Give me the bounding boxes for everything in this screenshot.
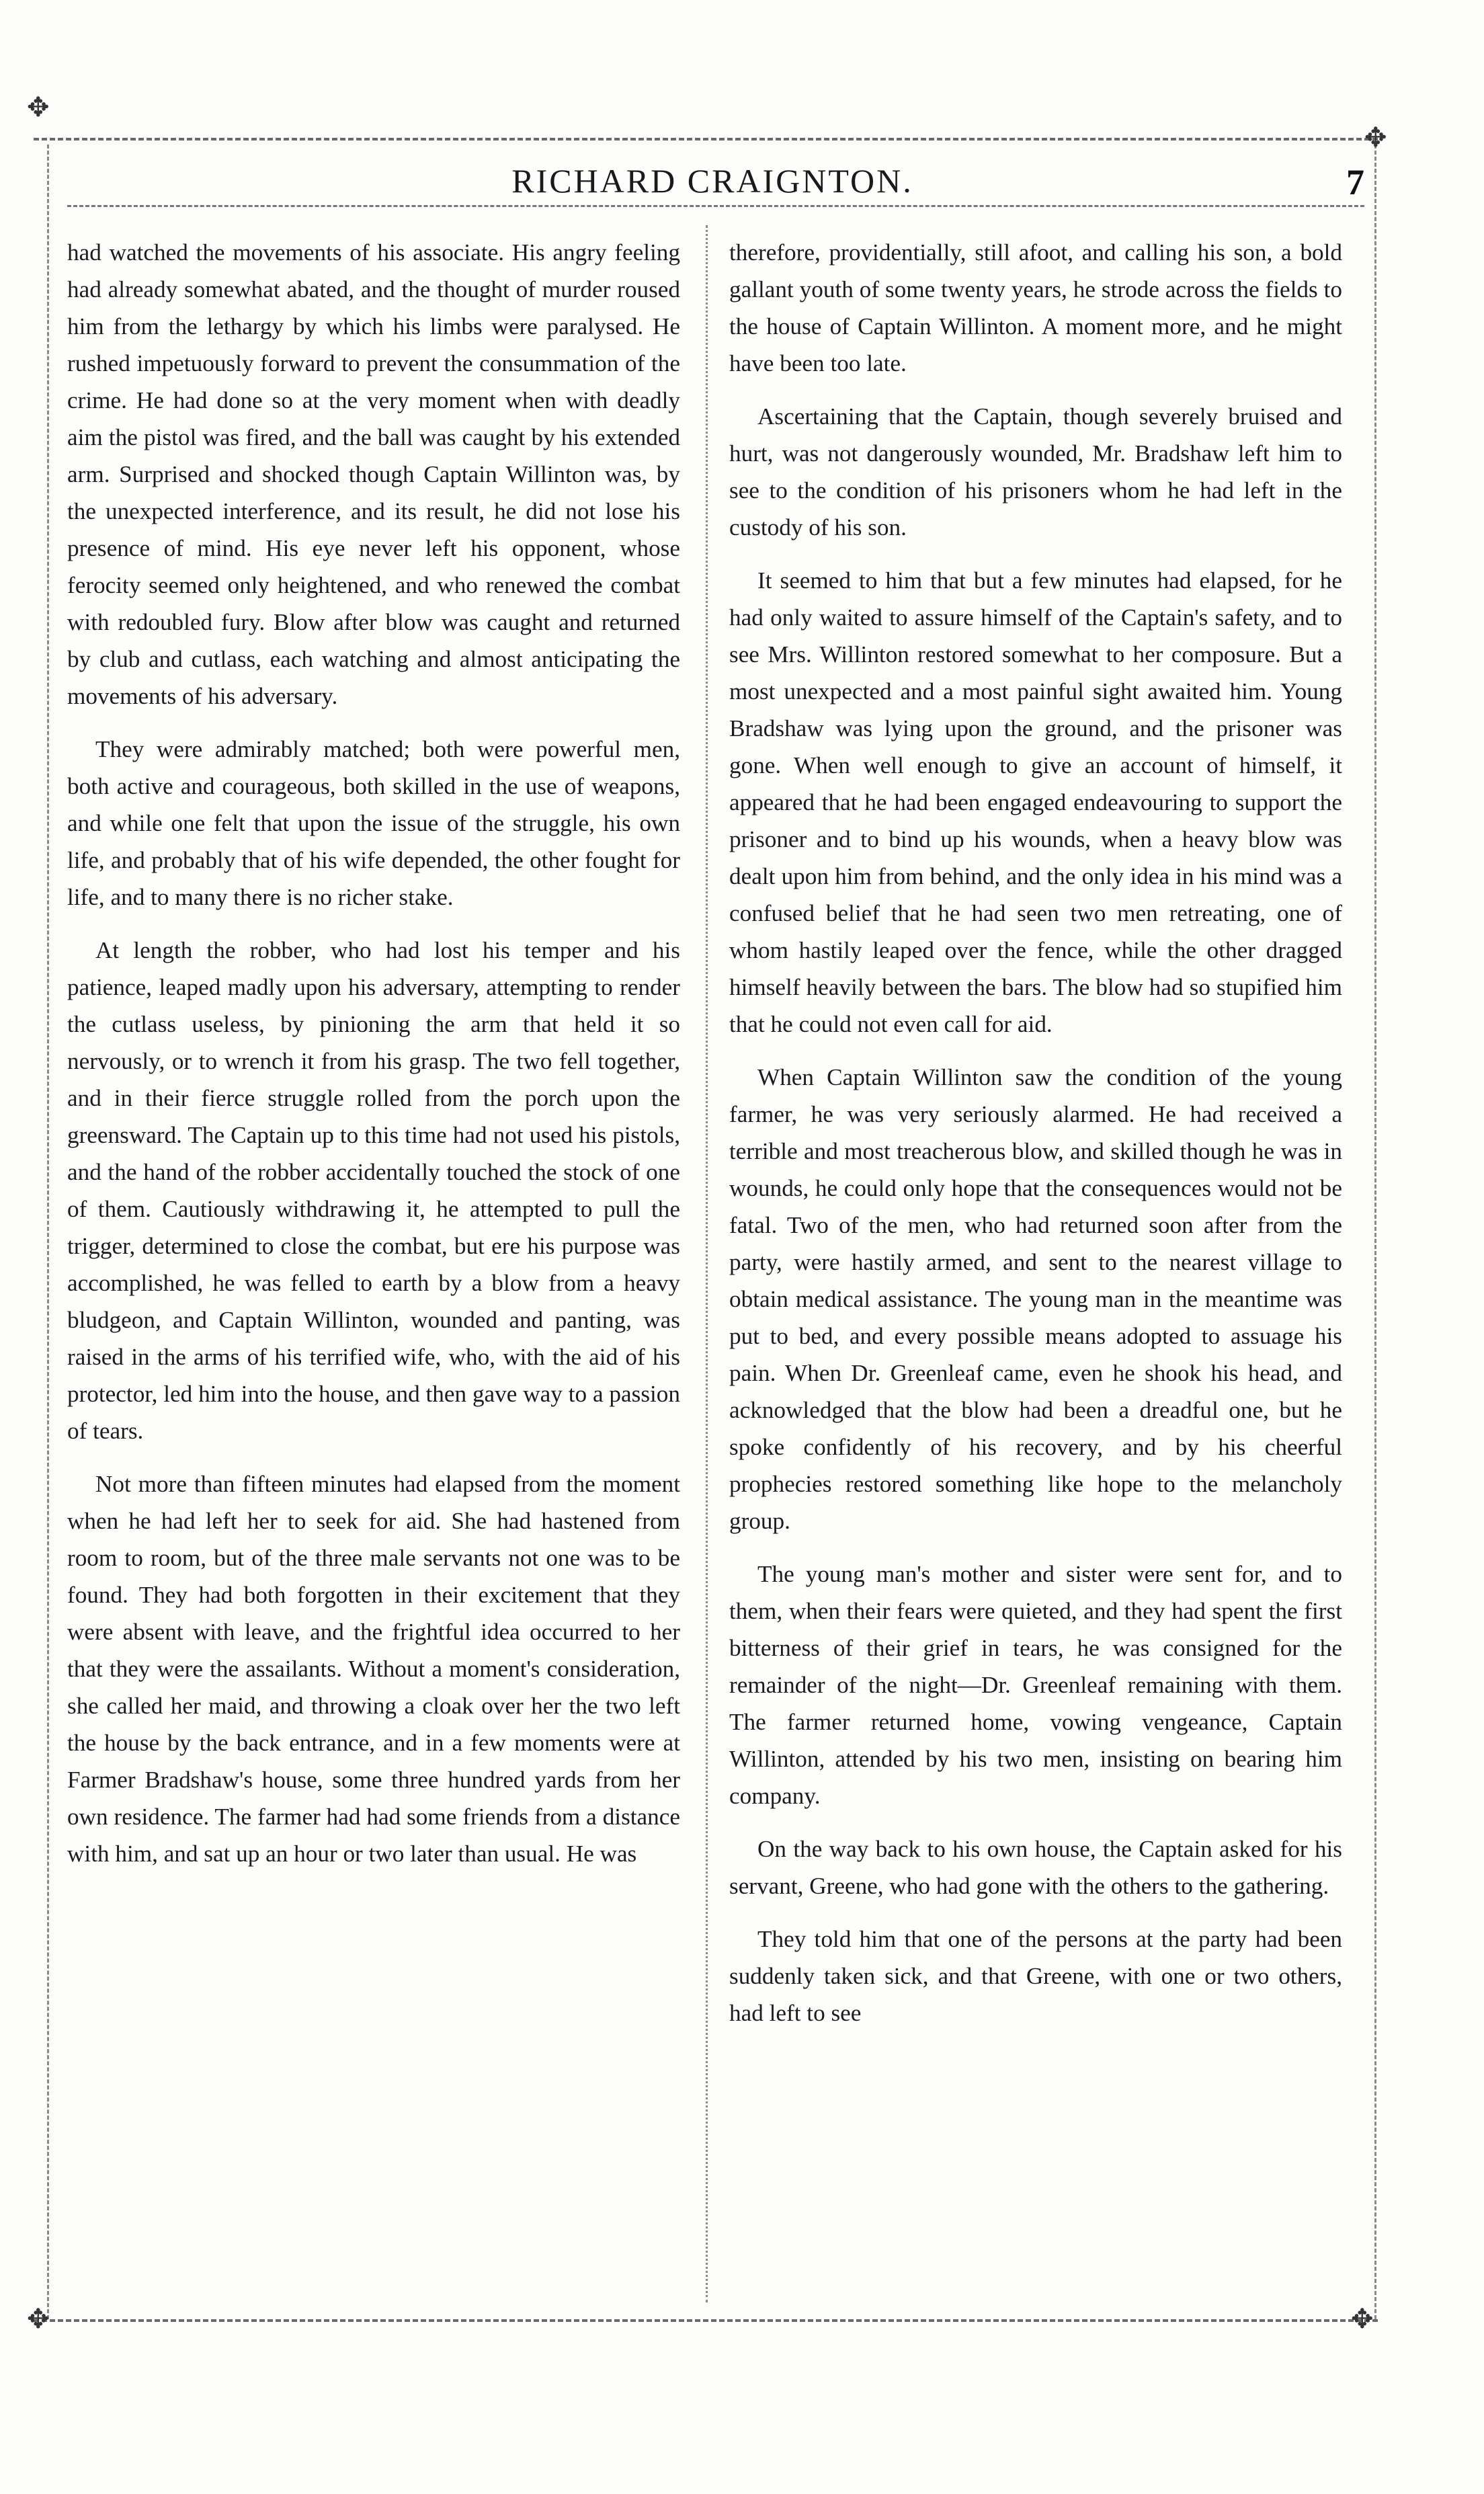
paragraph: The young man's mother and sister were sent for, and to them, when their fears were quieted, and they had spent the first bitterness of their grief in tears, he was consigned for the remainder of the night—Dr. Greenleaf remaining with them. The farmer returned home, vowing vengeance, Captain Willinton, attended by his two men, insisting on bearing him company. (729, 1561, 1342, 1809)
top-border-rule (34, 138, 1378, 140)
bottom-border-rule (34, 2319, 1378, 2322)
corner-ornament-icon: ✥ (27, 92, 50, 123)
paragraph: They were admirably matched; both were powerful men, both active and courageous, both skilled in the use of weapons, and while one felt that upon the issue of the struggle, his own life, and probably that of his wife depended, the other fought for life, and to many there is no richer stake. (67, 736, 680, 910)
page-header (60, 161, 1364, 215)
paragraph: When Captain Willinton saw the condition of the young farmer, he was very seriously alarmed. He had received a terrible and most treacherous blow, and skilled though he was in wounds, he could only hope that the consequences would not be fatal. Two of the men, who had returned soon after from the party, were hastily armed, and sent to the nearest village to obtain medical assistance. The young man in the meantime was put to bed, and every possible means adopted to assuage his pain. When Dr. Greenleaf came, even he shook his head, and acknowledged that the blow had been a dreadful one, but he spoke confidently of his recovery, and by his cheerful prophecies restored something like hope to the melancholy group. (729, 1064, 1342, 1534)
paragraph: therefore, providentially, still afoot, and calling his son, a bold gallant youth of some twenty years, he strode across the fields to the house of Captain Willinton. A moment more, and he might have been too late. (729, 239, 1342, 376)
running-title: RICHARD CRAIGNTON. (511, 162, 913, 200)
column-divider (706, 225, 708, 2302)
paragraph: Not more than fifteen minutes had elapsed from the moment when he had left her to seek for aid. She had hastened from room to room, but of the three male servants not one was to be found. They had both forgotten in their excitement that they were absent with leave, and the frightful idea occurred to her that they were the assailants. Without a moment's consideration, she called her maid, and throwing a cloak over her the two left the house by the back entrance, and in a few moments were at Farmer Bradshaw's house, some three hundred yards from her own residence. The farmer had had some friends from a distance with him, and sat up an hour or two later than usual. He was (67, 1471, 680, 1867)
right-border-rule (1374, 145, 1376, 2319)
paragraph: On the way back to his own house, the Captain asked for his servant, Greene, who had gone with the others to the gathering. (729, 1836, 1342, 1899)
paragraph: At length the robber, who had lost his temper and his patience, leaped madly upon his adversary, attempting to render the cutlass useless, by pinioning the arm that held it so nervously, or to wrench it from his grasp. The two fell together, and in their fierce struggle rolled from the porch upon the greensward. The Captain up to this time had not used his pistols, and the hand of the robber accidentally touched the stock of one of them. Cautiously withdrawing it, he attempted to pull the trigger, determined to close the combat, but ere his purpose was accomplished, he was felled to earth by a blow from a heavy bludgeon, and Captain Willinton, wounded and panting, was raised in the arms of his terrified wife, who, with the aid of his protector, led him into the house, and then gave way to a passion of tears. (67, 937, 680, 1444)
left-column (67, 234, 680, 2311)
paragraph: had watched the movements of his associate. His angry feeling had already somewhat abated, and the thought of murder roused him from the lethargy by which his limbs were paralysed. He rushed impetuously forward to prevent the consummation of the crime. He had done so at the very moment when with deadly aim the pistol was fired, and the ball was caught by his extended arm. Surprised and shocked though Captain Willinton was, by the unexpected interference, and its result, he did not lose his presence of mind. His eye never left his opponent, whose ferocity seemed only heightened, and who renewed the combat with redoubled fury. Blow after blow was caught and returned by club and cutlass, each watching and almost anticipating the movements of his adversary. (67, 239, 680, 709)
corner-ornament-icon: ✥ (27, 2304, 50, 2335)
corner-ornament-icon: ✥ (1364, 122, 1387, 153)
page-number: 7 (1346, 162, 1364, 202)
left-border-rule (47, 145, 49, 2319)
right-column (729, 234, 1342, 2311)
corner-ornament-icon: ✥ (1351, 2304, 1374, 2335)
paragraph: Ascertaining that the Captain, though severely bruised and hurt, was not dangerously wounded, Mr. Bradshaw left him to see to the condition of his prisoners whom he had left in the custody of his son. (729, 403, 1342, 540)
header-rule (67, 205, 1364, 207)
paragraph: It seemed to him that but a few minutes had elapsed, for he had only waited to assure himself of the Captain's safety, and to see Mrs. Willinton restored somewhat to her composure. But a most unexpected and a most painful sight awaited him. Young Bradshaw was lying upon the ground, and the prisoner was gone. When well enough to give an account of himself, it appeared that he had been engaged endeavouring to support the prisoner and to bind up his wounds, when a heavy blow was dealt upon him from behind, and the only idea in his mind was a confused belief that he had seen two men retreating, one of whom hastily leaped over the fence, while the other dragged himself heavily between the bars. The blow had so stupified him that he could not even call for aid. (729, 567, 1342, 1037)
paragraph: They told him that one of the persons at the party had been suddenly taken sick, and that Greene, with one or two others, had left to see (729, 1926, 1342, 2026)
